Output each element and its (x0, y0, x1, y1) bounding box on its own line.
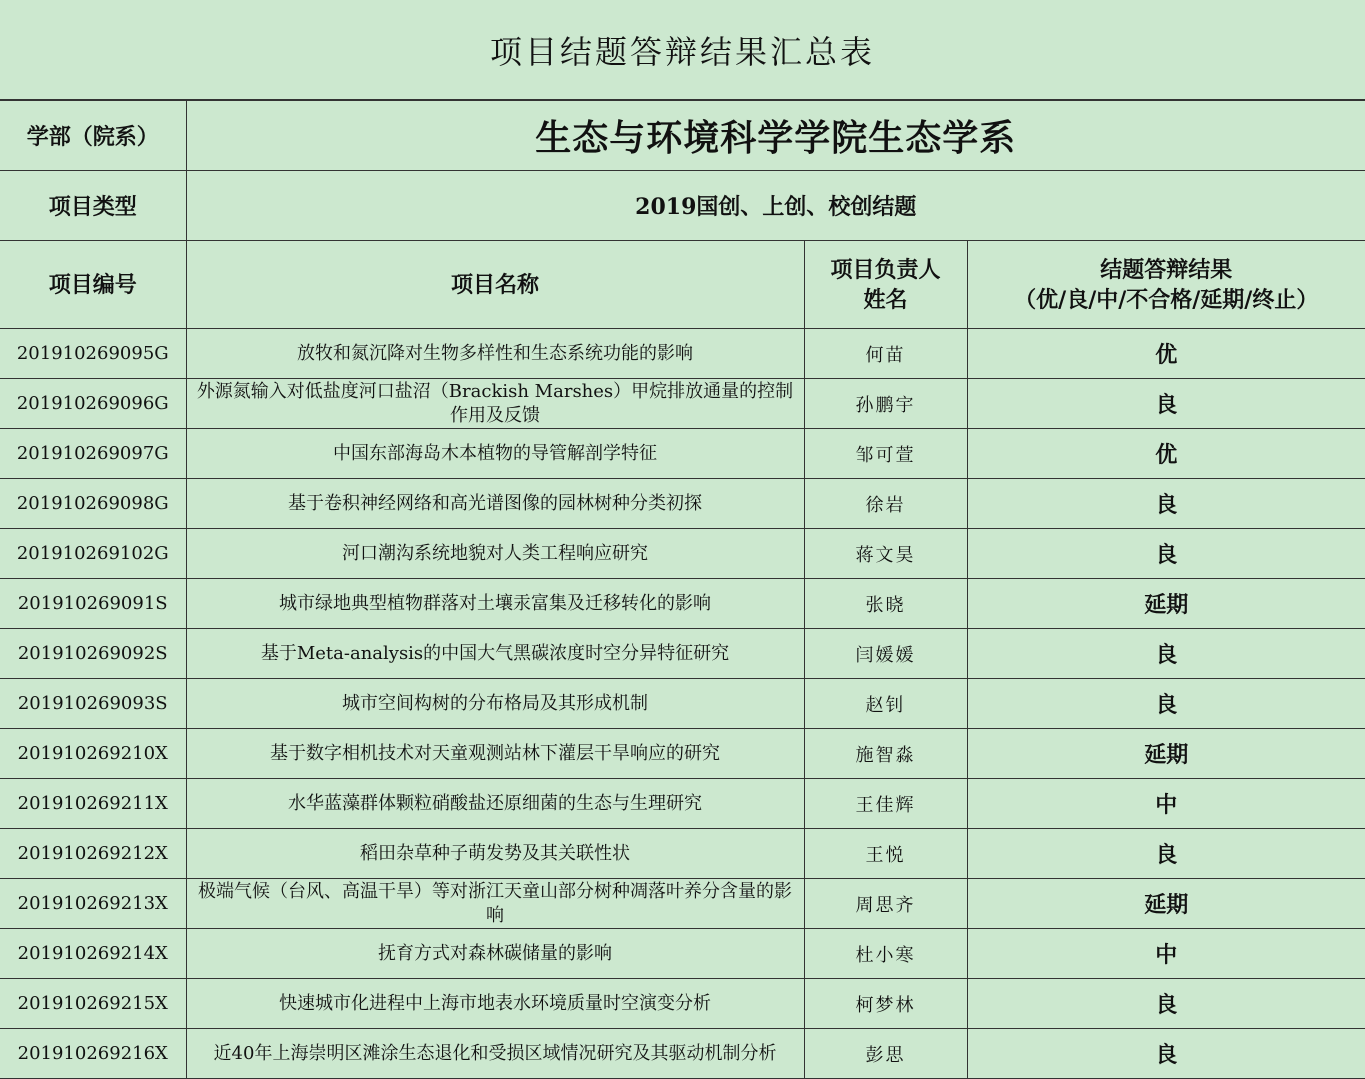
table-row (0, 379, 1365, 429)
table-row (0, 779, 1365, 829)
cell-result: 良 (967, 529, 1365, 579)
cell-project-id: 201910269213X (0, 879, 186, 929)
header-row (0, 241, 1365, 329)
table-row (0, 929, 1365, 979)
table-row (0, 329, 1365, 379)
cell-project-name: 抚育方式对森林碳储量的影响 (186, 929, 804, 979)
cell-result: 良 (967, 1029, 1365, 1079)
results-table (0, 100, 1365, 1079)
type-value: 2019国创、上创、校创结题 (186, 171, 1365, 241)
cell-leader: 闫媛媛 (804, 629, 967, 679)
cell-project-id: 201910269216X (0, 1029, 186, 1079)
cell-project-name: 快速城市化进程中上海市地表水环境质量时空演变分析 (186, 979, 804, 1029)
cell-project-name: 河口潮沟系统地貌对人类工程响应研究 (186, 529, 804, 579)
cell-result: 延期 (967, 879, 1365, 929)
cell-result: 良 (967, 679, 1365, 729)
cell-project-id: 201910269210X (0, 729, 186, 779)
cell-project-id: 201910269095G (0, 329, 186, 379)
sheet-title: 项目结题答辩结果汇总表 (0, 0, 1365, 100)
table-row (0, 1029, 1365, 1079)
cell-leader: 赵钊 (804, 679, 967, 729)
cell-project-name: 极端气候（台风、高温干旱）等对浙江天童山部分树种凋落叶养分含量的影响 (186, 879, 804, 929)
cell-project-name: 城市绿地典型植物群落对土壤汞富集及迁移转化的影响 (186, 579, 804, 629)
cell-project-name: 近40年上海崇明区滩涂生态退化和受损区域情况研究及其驱动机制分析 (186, 1029, 804, 1079)
cell-project-name: 放牧和氮沉降对生物多样性和生态系统功能的影响 (186, 329, 804, 379)
header-result-line1: 结题答辩结果 (1100, 256, 1233, 283)
cell-result: 优 (967, 429, 1365, 479)
cell-project-name: 城市空间构树的分布格局及其形成机制 (186, 679, 804, 729)
cell-project-id: 201910269214X (0, 929, 186, 979)
dept-value: 生态与环境科学学院生态学系 (186, 101, 1365, 171)
cell-leader: 柯梦林 (804, 979, 967, 1029)
cell-leader: 周思齐 (804, 879, 967, 929)
cell-result: 中 (967, 779, 1365, 829)
table-row (0, 629, 1365, 679)
cell-project-name: 稻田杂草种子萌发势及其关联性状 (186, 829, 804, 879)
cell-project-id: 201910269212X (0, 829, 186, 879)
cell-project-id: 201910269092S (0, 629, 186, 679)
cell-project-name: 水华蓝藻群体颗粒硝酸盐还原细菌的生态与生理研究 (186, 779, 804, 829)
cell-leader: 杜小寒 (804, 929, 967, 979)
cell-leader: 彭思 (804, 1029, 967, 1079)
table-row (0, 979, 1365, 1029)
cell-result: 良 (967, 629, 1365, 679)
dept-row (0, 101, 1365, 171)
cell-leader: 张晓 (804, 579, 967, 629)
table-row (0, 479, 1365, 529)
cell-result: 良 (967, 829, 1365, 879)
cell-project-id: 201910269091S (0, 579, 186, 629)
cell-leader: 孙鹏宇 (804, 379, 967, 429)
cell-leader: 王佳辉 (804, 779, 967, 829)
table-row (0, 679, 1365, 729)
cell-result: 优 (967, 329, 1365, 379)
type-label: 项目类型 (0, 171, 186, 241)
cell-result: 良 (967, 479, 1365, 529)
cell-result: 良 (967, 379, 1365, 429)
cell-leader: 邹可萱 (804, 429, 967, 479)
cell-leader: 王悦 (804, 829, 967, 879)
cell-project-id: 201910269098G (0, 479, 186, 529)
cell-result: 延期 (967, 579, 1365, 629)
cell-project-id: 201910269097G (0, 429, 186, 479)
cell-project-id: 201910269102G (0, 529, 186, 579)
header-result-line2: （优/良/中/不合格/延期/终止） (1014, 286, 1319, 313)
cell-leader: 徐岩 (804, 479, 967, 529)
cell-project-id: 201910269096G (0, 379, 186, 429)
cell-project-id: 201910269215X (0, 979, 186, 1029)
header-id: 项目编号 (0, 241, 186, 329)
cell-leader: 蒋文昊 (804, 529, 967, 579)
cell-result: 良 (967, 979, 1365, 1029)
type-row (0, 171, 1365, 241)
cell-project-name: 基于Meta-analysis的中国大气黑碳浓度时空分异特征研究 (186, 629, 804, 679)
cell-project-name: 基于卷积神经网络和高光谱图像的园林树种分类初探 (186, 479, 804, 529)
header-name: 项目名称 (186, 241, 804, 329)
dept-label: 学部（院系） (0, 101, 186, 171)
header-leader-line1: 项目负责人 (830, 256, 941, 283)
cell-leader: 何苗 (804, 329, 967, 379)
table-row (0, 579, 1365, 629)
cell-project-name: 基于数字相机技术对天童观测站林下灌层干旱响应的研究 (186, 729, 804, 779)
cell-result: 延期 (967, 729, 1365, 779)
table-row (0, 529, 1365, 579)
cell-project-id: 201910269211X (0, 779, 186, 829)
cell-result: 中 (967, 929, 1365, 979)
cell-project-name: 中国东部海岛木本植物的导管解剖学特征 (186, 429, 804, 479)
cell-leader: 施智淼 (804, 729, 967, 779)
header-leader-line2: 姓名 (863, 286, 908, 313)
header-leader (804, 241, 967, 329)
table-row (0, 829, 1365, 879)
cell-project-id: 201910269093S (0, 679, 186, 729)
header-result (967, 241, 1365, 329)
table-row (0, 879, 1365, 929)
table-row (0, 429, 1365, 479)
cell-project-name: 外源氮输入对低盐度河口盐沼（Brackish Marshes）甲烷排放通量的控制作用及反馈 (186, 379, 804, 429)
table-row (0, 729, 1365, 779)
